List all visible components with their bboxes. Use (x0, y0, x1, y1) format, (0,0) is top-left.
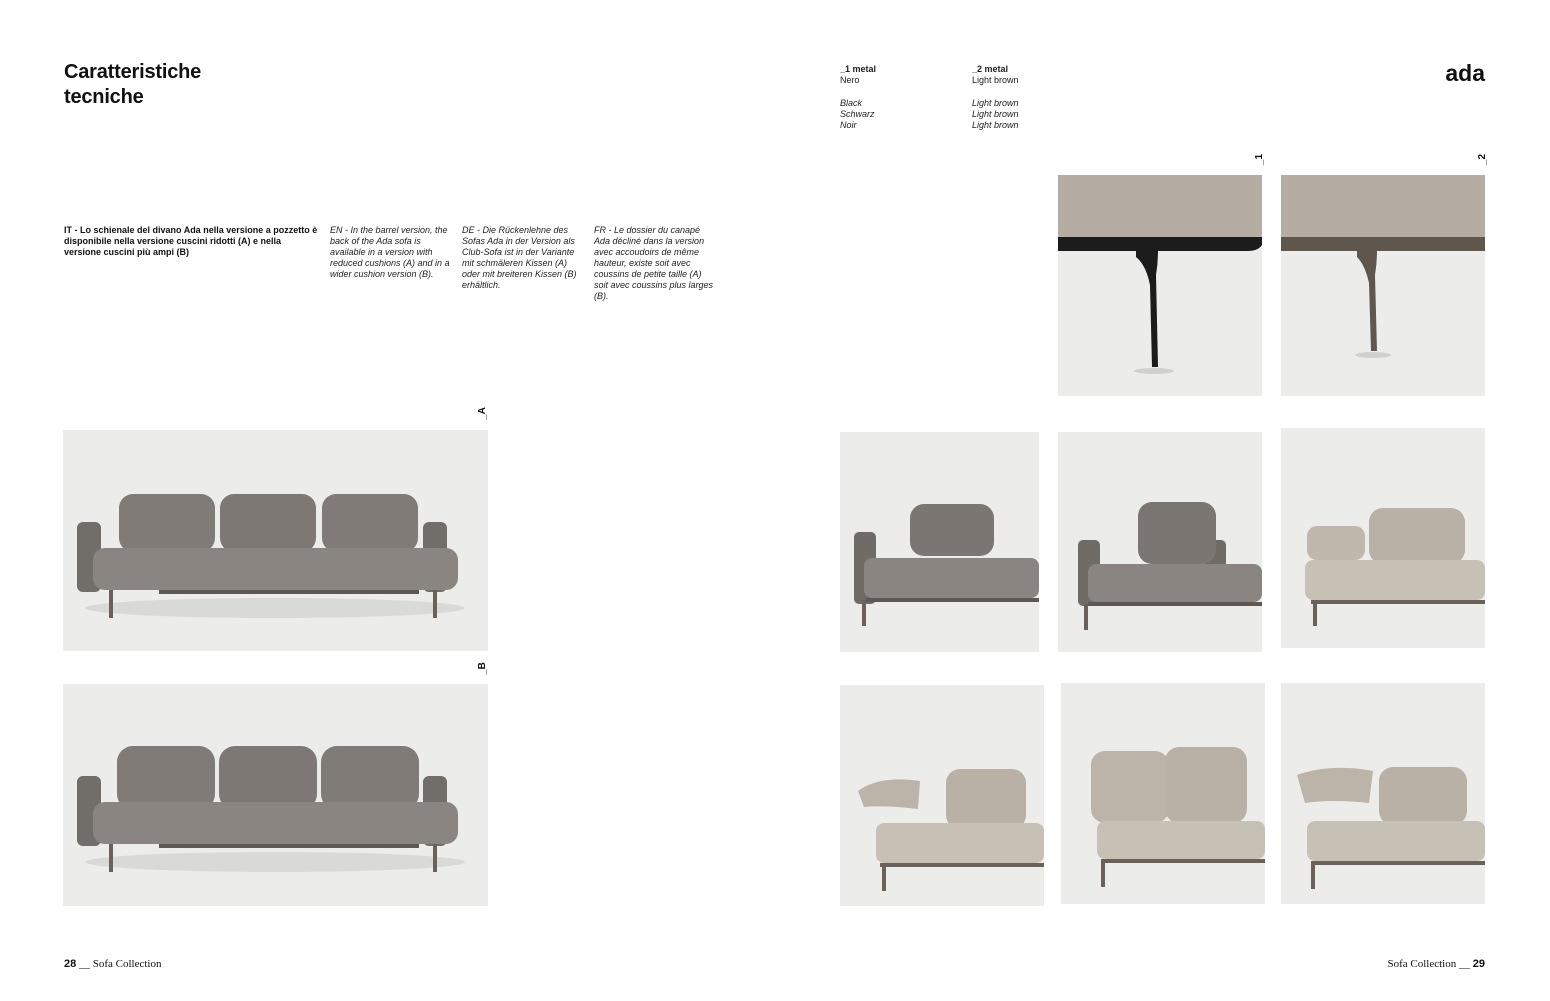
label-2: _2 (1477, 153, 1489, 166)
description-fr: FR - Le dossier du canapé Ada décliné dans la version avec accoudoirs de même hauteur, existe soit avec coussins de petite taille (A) soit avec coussins plus larges (B). (594, 225, 714, 301)
label-b: _B (476, 662, 488, 675)
chaise-beige-tilted-photo (840, 685, 1044, 906)
footer-collection-right: Sofa Collection __ (1387, 958, 1470, 970)
description-en: EN - In the barrel version, the back of the Ada sofa is available in a version with reduced cushions (A) and in a wider cushion version (B). (330, 225, 450, 279)
metal-1-info (840, 64, 876, 131)
chaise-beige-photo (1281, 428, 1485, 648)
metal-1-heading: _1 metal (840, 64, 877, 74)
metal-1-fr: Noir (840, 120, 857, 130)
metal-1-it: Nero (840, 75, 860, 85)
metal-2-it: Light brown (972, 75, 1019, 85)
label-1: _1 (1254, 153, 1266, 166)
footer-page-number-left: 28 (64, 958, 77, 970)
leg-detail-brown-photo (1281, 175, 1485, 396)
page-title-line2: tecniche (64, 86, 144, 108)
metal-1-en: Black (840, 98, 863, 108)
label-a: _A (476, 407, 488, 420)
description-de: DE - Die Rückenlehne des Sofas Ada in der Version als Club-Sofa ist in der Variante mit schmäleren Kissen (A) oder mit breiteren Kissen (B) erhältlich. (462, 225, 577, 290)
metal-2-heading: _2 metal (972, 64, 1009, 74)
footer-right (1388, 958, 1486, 970)
chaise-grey-left-arm-photo (840, 432, 1039, 652)
chaise-beige-double-back-photo (1061, 683, 1265, 904)
metal-2-info (972, 64, 1019, 131)
metal-2-en: Light brown (972, 98, 1019, 108)
chaise-grey-cushion-photo (1058, 432, 1262, 652)
brand-name: ada (1445, 60, 1485, 86)
page-title-line1: Caratteristiche (64, 61, 202, 83)
page-title (64, 60, 201, 110)
leg-detail-black-photo (1058, 175, 1262, 396)
description-it: IT - Lo schienale del divano Ada nella versione a pozzetto è disponibile nella versione cuscini ridotti (A) e nella versione cuscini più ampi (B) (64, 225, 318, 257)
chaise-beige-tilted-2-photo (1281, 683, 1485, 904)
metal-2-fr: Light brown (972, 120, 1019, 130)
sofa-b-photo (63, 684, 488, 906)
footer-page-number-right: 29 (1472, 958, 1485, 970)
sofa-a-photo (63, 430, 488, 651)
metal-2-de: Light brown (972, 109, 1019, 119)
footer-left (64, 958, 162, 970)
metal-1-de: Schwarz (840, 109, 875, 119)
footer-collection-left: __ Sofa Collection (79, 958, 162, 970)
